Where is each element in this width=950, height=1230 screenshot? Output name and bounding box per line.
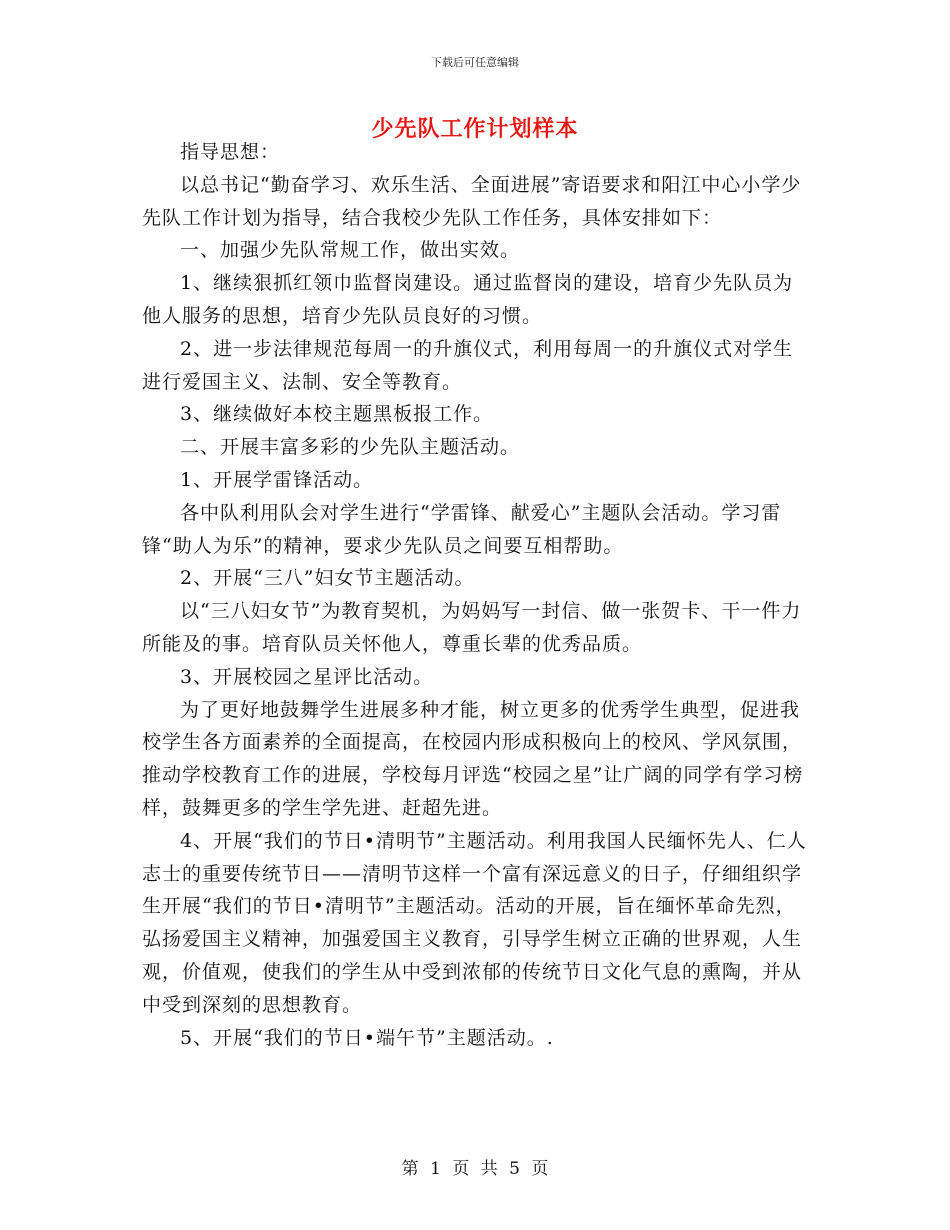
document-body: [142, 136, 812, 1054]
section-heading: 一、加强少先队常规工作，做出实效。: [180, 239, 521, 262]
paragraph: 各中队利用队会对学生进行“学雷锋、献爱心”主题队会活动。学习雷锋“助人为乐”的精神，要求少先队员之间要互相帮助。: [142, 501, 782, 557]
paragraph: 以“三八妇女节”为教育契机，为妈妈写一封信、做一张贺卡、干一件力所能及的事。培育队员关怀他人，尊重长辈的优秀品质。: [142, 600, 802, 655]
paragraph: 5、开展“我们的节日•端午节”主题活动。.: [180, 1026, 554, 1049]
section-heading: 二、开展丰富多彩的少先队主题活动。: [180, 436, 521, 459]
header-note: 下载后可任意编辑: [431, 56, 519, 69]
paragraph: 4、开展“我们的节日•清明节”主题活动。利用我国人民缅怀先人、仁人志士的重要传统节日——清明节这样一个富有深远意义的日子，仔细组织学生开展“我们的节日•清明节”主题活动。活动的开展，旨在缅怀革命先烈，弘扬爱国主义精神，加强爱国主义教育，引导学生树立正确的世界观，人生观，价值观，使我们的学生从中受到浓郁的传统节日文化气息的熏陶，并从中受到深刻的思想教育。: [142, 829, 807, 1016]
document-title: 少先队工作计划样本: [371, 116, 579, 142]
paragraph-guiding-heading: 指导思想：: [180, 141, 281, 163]
paragraph: 1、开展学雷锋活动。: [180, 468, 374, 491]
paragraph: 1、继续狠抓红领巾监督岗建设。通过监督岗的建设，培育少先队员为他人服务的思想，培育少先队员良好的习惯。: [142, 272, 794, 327]
paragraph: 2、开展“三八”妇女节主题活动。: [180, 567, 475, 590]
paragraph: 3、开展校园之星评比活动。: [180, 665, 434, 688]
paragraph: 以总书记“勤奋学习、欢乐生活、全面进展”寄语要求和阳江中心小学少先队工作计划为指导，结合我校少先队工作任务，具体安排如下：: [142, 173, 802, 229]
paragraph: 3、继续做好本校主题黑板报工作。: [180, 403, 494, 426]
page-footer: 第 1 页 共 5 页: [401, 1159, 549, 1179]
paragraph: 2、进一步法律规范每周一的升旗仪式，利用每周一的升旗仪式对学生进行爱国主义、法制、安全等教育。: [142, 337, 794, 393]
paragraph: 为了更好地鼓舞学生进展多种才能，树立更多的优秀学生典型，促进我校学生各方面素养的全面提高，在校园内形成积极向上的校风、学风氛围，推动学校教育工作的进展，学校每月评选“校园之星”让广阔的同学有学习榜样，鼓舞更多的学生学先进、赶超先进。: [142, 698, 804, 819]
